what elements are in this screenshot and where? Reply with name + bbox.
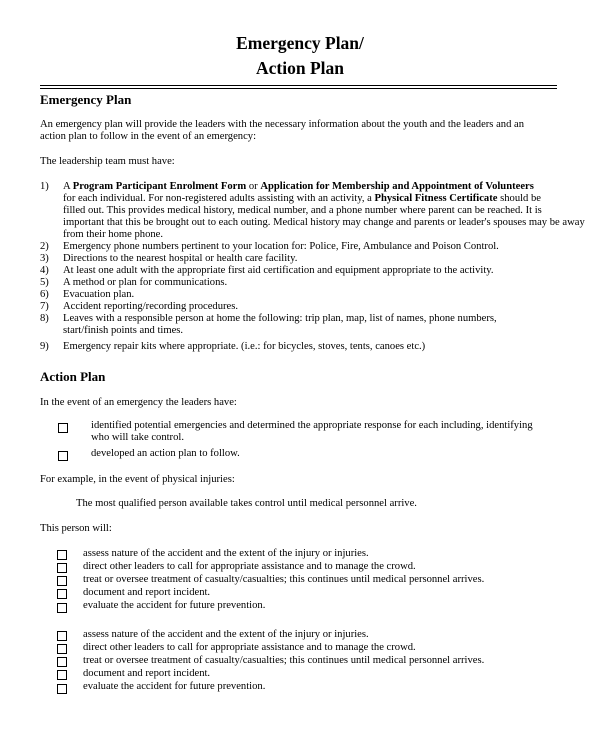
checkbox[interactable]	[57, 603, 67, 613]
divider	[40, 88, 557, 89]
qualified-text: The most qualified person available takes control until medical personnel arrive.	[76, 498, 417, 509]
item-number: 1)	[40, 181, 49, 192]
duty-item: direct other leaders to call for appropriate assistance and to manage the crowd.	[83, 561, 416, 572]
duty-item: document and report incident.	[83, 668, 211, 679]
item-number: 6)	[40, 289, 49, 300]
item-number: 2)	[40, 241, 49, 252]
leadership-lead: The leadership team must have:	[40, 156, 175, 167]
intro-line-1: An emergency plan will provide the leaders with the necessary information about the youth and the leaders and an	[40, 119, 525, 130]
duty-item: treat or oversee treatment of casualty/casualties; this continues until medical personnel arrives.	[83, 655, 485, 666]
example-text: For example, in the event of physical injuries:	[40, 474, 235, 485]
list-item: Directions to the nearest hospital or health care facility.	[63, 253, 298, 264]
duty-item: assess nature of the accident and the extent of the injury or injuries.	[83, 548, 369, 559]
list-item: A method or plan for communications.	[63, 277, 228, 288]
checkbox[interactable]	[57, 644, 67, 654]
title-line-1: Emergency Plan/	[236, 33, 364, 53]
checkbox[interactable]	[57, 589, 67, 599]
item-number: 4)	[40, 265, 49, 276]
intro-line-2: action plan to follow in the event of an emergency:	[40, 131, 257, 142]
checkbox[interactable]	[57, 550, 67, 560]
duty-item: document and report incident.	[83, 587, 211, 598]
item-number: 5)	[40, 277, 49, 288]
item-1-line-2: for each individual. For non-registered adults assisting with an activity, a Physical Fitness Certificate should be	[63, 193, 542, 204]
item-number: 8)	[40, 313, 49, 324]
action-lead: In the event of an emergency the leaders have:	[40, 397, 237, 408]
checkbox[interactable]	[57, 670, 67, 680]
checkbox[interactable]	[57, 684, 67, 694]
duty-item: evaluate the accident for future prevention.	[83, 681, 266, 692]
check-item: identified potential emergencies and determined the appropriate response for each including, identifying	[91, 420, 533, 431]
item-1-line-3: filled out. This provides medical history, medical number, and a phone number where parent can be reached. It is	[63, 205, 542, 216]
list-item: Emergency phone numbers pertinent to your location for: Police, Fire, Ambulance and Poison Control.	[63, 241, 499, 252]
this-person-will: This person will:	[40, 523, 112, 534]
checkbox[interactable]	[57, 563, 67, 573]
list-item: Evacuation plan.	[63, 289, 135, 300]
title-line-2: Action Plan	[256, 58, 344, 78]
item-number: 7)	[40, 301, 49, 312]
duty-item: assess nature of the accident and the extent of the injury or injuries.	[83, 629, 369, 640]
duty-item: treat or oversee treatment of casualty/casualties; this continues until medical personnel arrives.	[83, 574, 485, 585]
action-plan-heading: Action Plan	[40, 369, 106, 384]
item-number: 9)	[40, 341, 49, 352]
check-item: developed an action plan to follow.	[91, 448, 240, 459]
list-item: Accident reporting/recording procedures.	[63, 301, 239, 312]
checkbox[interactable]	[57, 631, 67, 641]
checkbox[interactable]	[58, 423, 68, 433]
list-item: Leaves with a responsible person at home the following: trip plan, map, list of names, phone numbers,	[63, 313, 497, 324]
checkbox[interactable]	[57, 657, 67, 667]
duty-item: direct other leaders to call for appropriate assistance and to manage the crowd.	[83, 642, 416, 653]
emergency-plan-heading: Emergency Plan	[40, 92, 132, 107]
item-1-line-1: A Program Participant Enrolment Form or Application for Membership and Appointment of Volunteers	[63, 181, 534, 192]
list-item-continuation: start/finish points and times.	[63, 325, 184, 336]
divider	[40, 85, 557, 86]
list-item: At least one adult with the appropriate first aid certification and equipment appropriate to the activity.	[63, 265, 494, 276]
list-item: Emergency repair kits where appropriate. (i.e.: for bicycles, stoves, tents, canoes etc.)	[63, 341, 426, 352]
check-item-continuation: who will take control.	[91, 432, 184, 443]
duty-item: evaluate the accident for future prevention.	[83, 600, 266, 611]
checkbox[interactable]	[57, 576, 67, 586]
item-1-line-5: from their home phone.	[63, 229, 164, 240]
item-1-line-4: important that this be brought out to each outing. Medical history may change and parents or leader's spouses may be away	[63, 217, 585, 228]
checkbox[interactable]	[58, 451, 68, 461]
item-number: 3)	[40, 253, 49, 264]
